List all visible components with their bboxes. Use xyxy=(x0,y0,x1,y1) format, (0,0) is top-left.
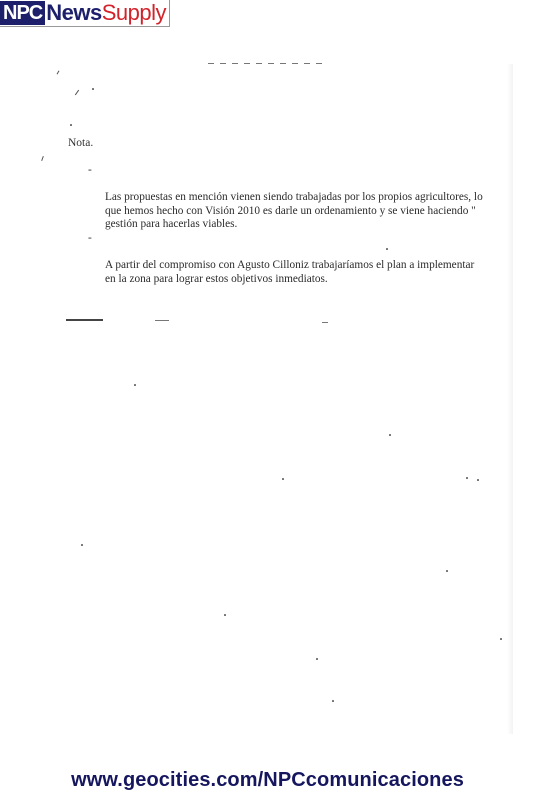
scan-speck xyxy=(332,700,334,702)
note-bullet-item xyxy=(88,164,518,232)
bullet-text: A partir del compromiso con Agusto Cilloniz trabajaríamos el plan a implementar en la zona para lograr estos objetivos inmediatos. xyxy=(105,259,475,285)
scan-speck xyxy=(446,570,448,572)
scan-speck xyxy=(477,479,479,481)
logo-supply-text: Supply xyxy=(101,0,166,25)
scan-speck xyxy=(282,478,284,480)
bullet-marker: - xyxy=(88,231,92,244)
note-bullet-item xyxy=(88,232,518,286)
scan-mark xyxy=(75,90,79,95)
scan-speck xyxy=(224,614,226,616)
scanned-document xyxy=(40,58,510,738)
scan-mark xyxy=(41,156,44,161)
scan-speck xyxy=(386,248,388,250)
scan-speck xyxy=(500,638,502,640)
logo-npc-text: NPC xyxy=(0,1,45,25)
scan-speck xyxy=(81,544,83,546)
scan-line xyxy=(322,322,328,323)
note-bullet-list xyxy=(88,164,518,286)
note-title: Nota. xyxy=(68,137,94,149)
scan-speck xyxy=(389,434,391,436)
bullet-text: Las propuestas en mención vienen siendo trabajadas por los propios agricultores, lo que hemos hecho con Visión 2010 es darle un ordenamiento y se viene haciendo " gestión para hacerlas viables. xyxy=(105,191,483,231)
scan-top-artifact xyxy=(208,63,328,64)
scan-mark xyxy=(57,71,60,75)
scan-line xyxy=(155,320,169,321)
bullet-marker: - xyxy=(88,164,92,176)
logo-news-text: News xyxy=(46,0,102,25)
scan-speck xyxy=(466,477,468,479)
npc-newssupply-logo xyxy=(0,0,170,27)
footer-url[interactable]: www.geocities.com/NPCcomunicaciones xyxy=(71,769,464,791)
scan-line xyxy=(66,319,103,321)
scan-speck xyxy=(134,384,136,386)
scan-speck xyxy=(70,124,72,126)
scan-speck xyxy=(92,88,94,90)
scan-speck xyxy=(316,658,318,660)
